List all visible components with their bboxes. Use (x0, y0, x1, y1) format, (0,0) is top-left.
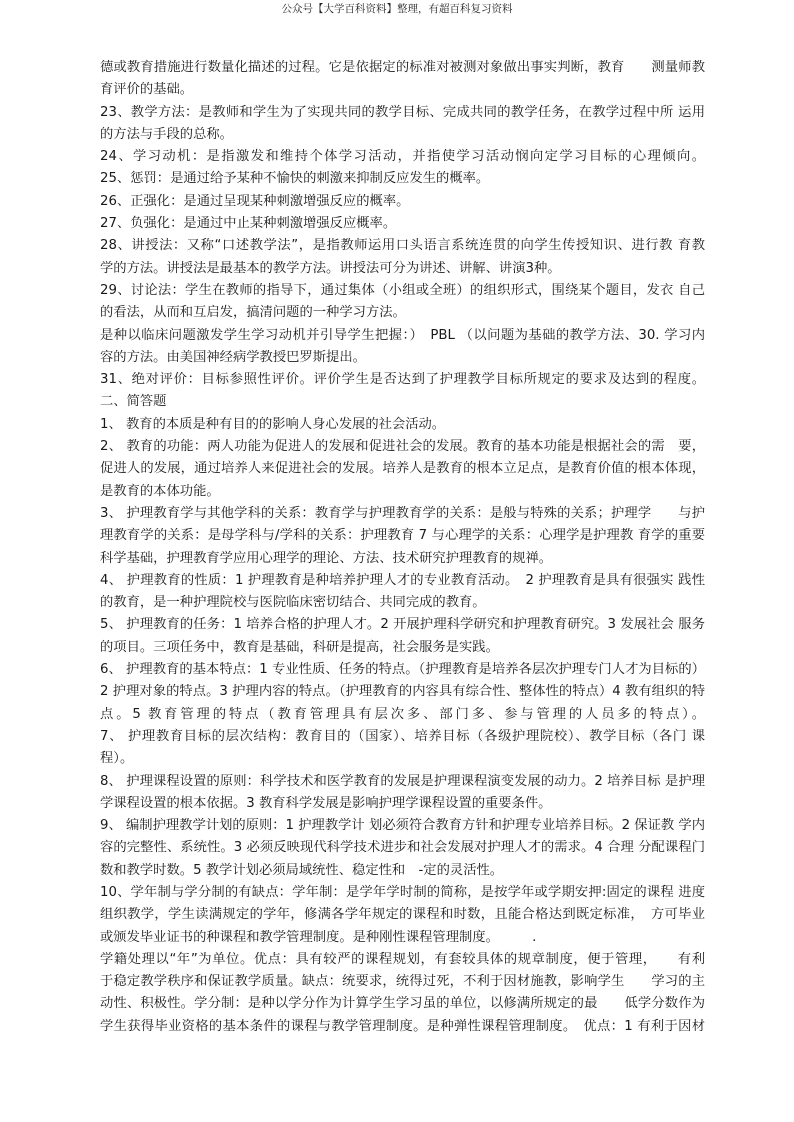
text-line: 的方法与手段的总称。 (100, 126, 233, 142)
text-line: 是种以临床问题激发学生学习动机并引导学生把握：） PBL （以问题为基础的教学方法、30. 学习内 (100, 327, 705, 343)
text-line: 德或教育措施进行数量化描述的过程。它是依据定的标准对被测对象做出事实判断，教育 测量师教 (100, 60, 705, 75)
text-line: 于稳定教学秩序和保证教学质量。缺点：统要求，统得过死，不利于因材施教，影响学生 学习的主 (100, 974, 705, 990)
text-line: 10、学年制与学分制的有缺点：学年制：是学年学时制的简称，是按学年或学期安押:固定的课程 进度 (100, 884, 705, 900)
text-line: 容的方法。由美国神经病学教授巴罗斯提出。 (100, 349, 366, 365)
text-line: 2 护理对象的特点。3 护理内容的特点。（护理教育的内容具有综合性、整体性的特点）4 教有组织的特 (100, 684, 705, 700)
text-line: 1、 教育的本质是种有目的的影响人身心发展的社会活动。 (100, 416, 446, 432)
text-line: 学的方法。讲授法是最基本的教学方法。讲授法可分为讲述、讲解、讲演3种。 (100, 260, 561, 276)
text-line: 二、简答题 (100, 394, 167, 410)
text-line: 29、讨论法：学生在教师的指导下，通过集体（小组或全班）的组织形式，围绕某个题目，发衣 自己 (100, 282, 705, 298)
text-line: 育评价的基础。 (100, 82, 194, 98)
text-line: 27、负强化：是通过中止某种刺激增强反应概率。 (100, 216, 397, 232)
text-line: 学课程设置的根本依据。3 教育科学发展是影响护理学课程设置的重要条件。 (100, 795, 552, 811)
text-line: 理教育学的关系：是母学科与/学科的关系：护理教育 7 与心理学的关系：心理学是护理教 育学的重要 (100, 528, 705, 544)
text-line: 9、 编制护理教学计划的原则：1 护理教学计 划必须符合教育方针和护理专业培养目标。2 保证教 学内 (100, 818, 705, 834)
text-line: 7、 护理教育目标的层次结构：教育目的（国家）、培养目标（各级护理院校）、教学目标（各门 课 (100, 728, 705, 744)
text-line: 28、讲授法：又称“口述教学法”，是指教师运用口头语言系统连贯的向学生传授知识、进行教 育教 (100, 238, 705, 254)
text-line: 2、 教育的功能：两人功能为促进人的发展和促进社会的发展。教育的基本功能是根据社会的需 要， (100, 439, 705, 455)
text-line: 的看法，从而和互启发，搞清问题的一种学习方法。 (100, 305, 406, 321)
text-line: 动性、积极性。学分制：是种以学分作为计算学生学习虽的单位，以修满所规定的最 低学分数作为 (100, 996, 705, 1012)
text-line: 是教育的本体功能。 (100, 483, 220, 499)
text-line: 31、绝对评价：目标参照性评价。评价学生是否达到了护理教学目标所规定的要求及达到的程度。 (100, 372, 705, 388)
text-line: 25、惩罚：是通过给予某种不愉快的刺激来抑制反应发生的概率。 (100, 171, 490, 187)
text-line: 或颁发毕业证书的种课程和教学管理制度。是种刚性课程管理制度。 . (100, 929, 537, 945)
text-line: 学生获得毕业资格的基本条件的课程与教学管理制度。是种弹性课程管理制度。 优点：1 有利于因材 (100, 1018, 705, 1034)
text-line: 23、教学方法：是教师和学生为了实现共同的教学目标、完成共同的教学任务，在教学过程中所 运用 (100, 104, 705, 120)
text-line: 科学基础，护理教育学应用心理学的理论、方法、技术研究护理教育的规禅。 (100, 550, 553, 566)
text-line: 点。5 教育管理的特点（教育管理具有层次多、部门多、参与管理的人员多的特点）。 (100, 706, 705, 722)
text-line: 3、 护理教育学与其他学科的关系：教育学与护理教育学的关系：是般与特殊的关系；护理学 与护 (100, 505, 705, 521)
text-line: 数和教学时数。5 教学计划必须局域统性、稳定性和 -定的灵活性。 (100, 862, 504, 878)
text-line: 学籍处理以“年”为单位。优点：具有较严的课程规划，有套较具体的规章制度，便于管理， 有利 (100, 951, 705, 967)
text-line: 组织教学，学生读满规定的学年，修满各学年规定的课程和时数，且能合格达到既定标准， 方可毕业 (100, 907, 705, 923)
text-line: 6、 护理教育的基本特点：1 专业性质、任务的特点。（护理教育是培养各层次护理专门人才为目标的） (100, 662, 705, 678)
text-line: 促进人的发展，通过培养人来促进社会的发展。培养人是教育的根本立足点，是教育价值的根本体现， (100, 461, 705, 477)
text-line: 容的完整性、系统性。3 必须反映现代科学技术进步和社会发展对护理人才的需求。4 合理 分配课程门 (100, 840, 705, 856)
text-line: 24、学习动机：是指激发和维持个体学习活动，并指使学习活动悯向定学习目标的心理倾向。 (100, 149, 705, 165)
document-body (100, 57, 705, 1038)
text-line: 程）。 (100, 751, 134, 767)
text-line: 的项目。三项任务中，教育是基础，科研是提高，社会服务是实践。 (100, 639, 499, 655)
page-header: 公众号【大学百科资料】整理，有超百科复习资料 (281, 3, 513, 15)
text-line: 5、 护理教育的任务：1 培养合格的护理人才。2 开展护理科学研究和护理教育研究。3 发展社会 服务 (100, 617, 705, 633)
text-line: 8、 护理课程设置的原则：科学技术和医学教育的发展是护理课程演变发展的动力。2 培养目标 是护理 (100, 773, 705, 789)
text-line: 4、 护理教育的性质：1 护理教育是种培养护理人才的专业教育活动。 2 护理教育是具有很强实 践性 (100, 572, 705, 588)
text-line: 的教育，是一种护理院校与医院临床密切结合、共同完成的教育。 (100, 595, 486, 611)
text-line: 26、正强化：是通过呈现某种刺激增强反应的概率。 (100, 193, 410, 209)
